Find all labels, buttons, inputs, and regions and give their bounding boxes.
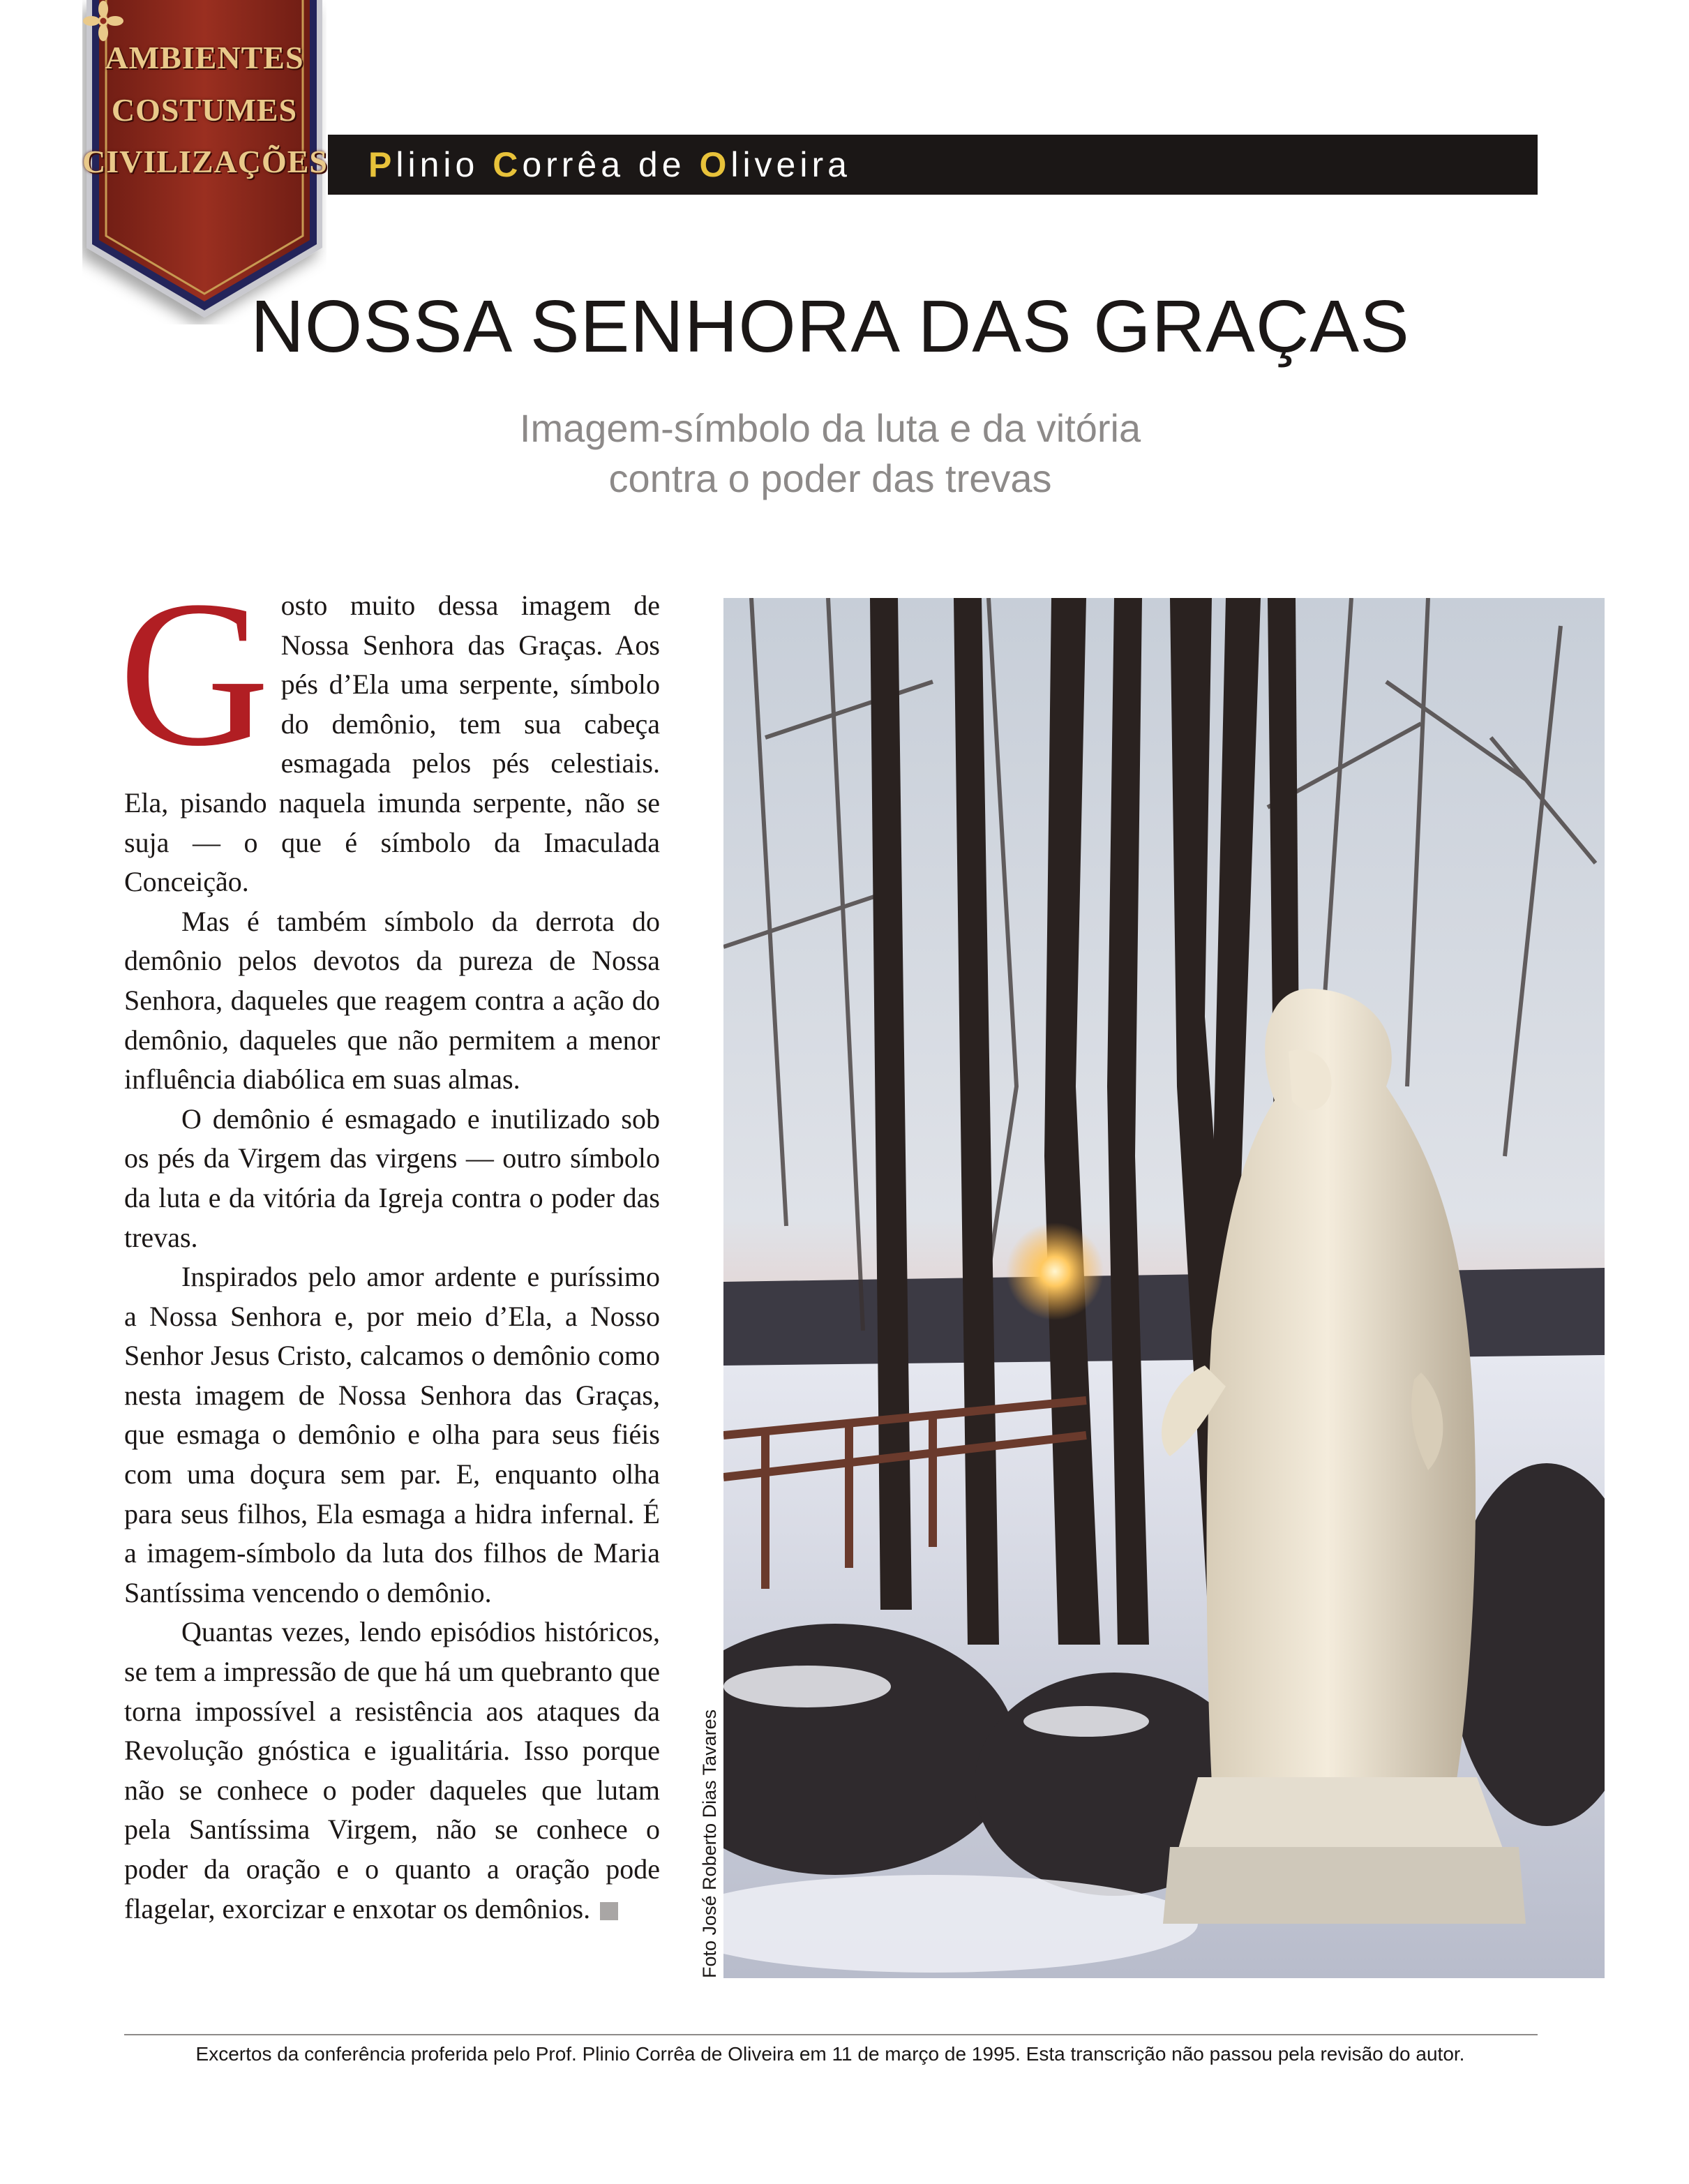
- footnote: Excertos da conferência proferida pelo Prof. Plinio Corrêa de Oliveira em 11 de março de 1995. Esta transcrição não passou pela revisão do autor.: [195, 2043, 1465, 2065]
- banner-line-civilizacoes: CIVILIZAÇÕES: [82, 144, 328, 179]
- author-name-part: liveira: [730, 145, 851, 184]
- author-bar: [328, 135, 1538, 195]
- end-mark-icon: [600, 1902, 618, 1920]
- article-body: [119, 558, 660, 1929]
- subtitle-line-2: contra o poder das trevas: [608, 456, 1052, 500]
- paragraph-2: Mas é também símbolo da derrota do demônio pelos devotos da pureza de Nossa Senhora, daqueles que reagem contra a ação do demônio, daqueles que não permitem a menor influência diabólica em suas almas.: [124, 905, 660, 1095]
- banner-line-ambientes: AMBIENTES: [105, 40, 304, 75]
- page-title: NOSSA SENHORA DAS GRAÇAS: [250, 285, 1410, 368]
- paragraph-1: osto muito dessa imagem de Nossa Senhora das Graças. Aos pés d’Ela uma serpente, símbolo do demônio, tem sua cabeça esmagada pelos pés celestiais. Ela, pisando naquela imunda serpente, não se suja — o que é símbolo da Imaculada Conceição.: [124, 590, 660, 898]
- snow-forest-statue-illustration: [723, 598, 1605, 1978]
- paragraph-4: Inspirados pelo amor ardente e puríssimo a Nossa Senhora e, por meio d’Ela, a Nosso Senhor Jesus Cristo, calcamos o demônio como nesta imagem de Nossa Senhora das Graças, que esmaga o demônio e olha para seus fiéis com uma doçura sem par. E, enquanto olha para seus filhos, Ela esmaga a hidra infernal. É a imagem-símbolo da luta dos filhos de Maria Santíssima vencendo o demônio.: [124, 1261, 660, 1608]
- drop-cap: G: [119, 558, 270, 789]
- author-name: [368, 144, 851, 185]
- paragraph-3: O demônio é esmagado e inutilizado sob os pés da Virgem das virgens — outro símbolo da luta e da vitória da Igreja contra o poder das trevas.: [124, 1102, 660, 1253]
- author-name-part: linio: [396, 145, 493, 184]
- author-initial-c: C: [493, 145, 523, 184]
- author-initial-o: O: [699, 145, 731, 184]
- footer-divider: [124, 2034, 1538, 2035]
- statue-photo: [723, 598, 1605, 1978]
- author-name-part: orrêa de: [522, 145, 700, 184]
- photo-credit: Foto José Roberto Dias Tavares: [699, 1709, 720, 1978]
- fleuron-icon: [82, 0, 124, 42]
- subtitle-line-1: Imagem-símbolo da luta e da vitória: [519, 406, 1141, 450]
- paragraph-5: [124, 1613, 660, 1929]
- paragraph-5-text: Quantas vezes, lendo episódios históricos, se tem a impressão de que há um quebranto que torna impossível a resistência aos ataques da Revolução gnóstica e igualitária. Isso porque não se conhece o poder daqueles que lutam pela Santíssima Virgem, não se conhece o poder da oração e o quanto a oração pode flagelar, exorcizar e enxotar os demônios.: [124, 1616, 660, 1924]
- section-banner: [82, 0, 326, 324]
- author-initial-p: P: [368, 145, 396, 184]
- page-subtitle: [0, 403, 1660, 504]
- banner-line-costumes: COSTUMES: [111, 92, 298, 128]
